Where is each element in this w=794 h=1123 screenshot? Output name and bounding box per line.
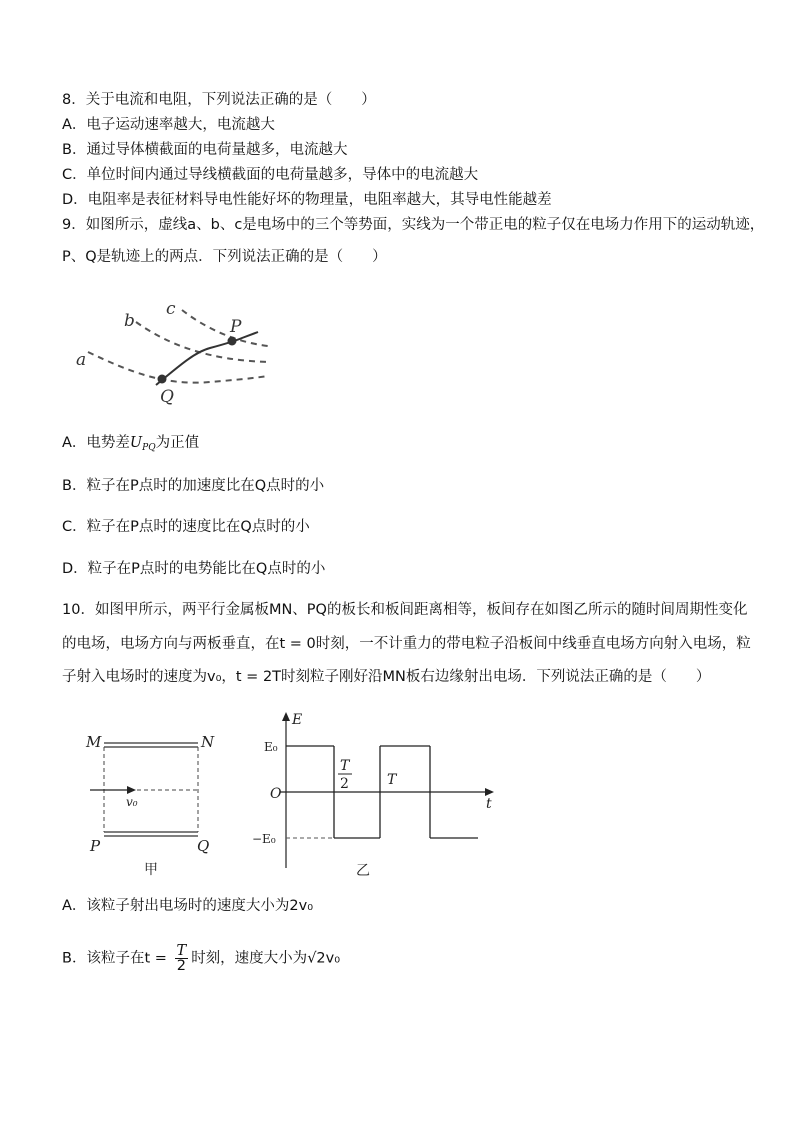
q10-stem-line2: 的电场，电场方向与两板垂直，在t = 0时刻，一不计重力的带电粒子沿板间中线垂直电场方向射入电场，粒	[62, 636, 751, 652]
label-c: c	[166, 299, 176, 319]
q8-stem: 8．关于电流和电阻，下列说法正确的是（ ）	[62, 92, 376, 108]
q9-stem-line1: 9．如图所示，虚线a、b、c是电场中的三个等势面，实线为一个带正电的粒子仅在电场力作用下的运动轨迹，	[62, 217, 765, 233]
label-neg-e0: −E₀	[252, 832, 276, 846]
label-n: N	[201, 733, 215, 751]
q8-option-b: B．通过导体横截面的电荷量越多，电流越大	[62, 142, 348, 158]
label-m: M	[86, 733, 102, 751]
label-e0: E₀	[264, 740, 278, 754]
q10-figure-yi	[250, 708, 500, 883]
q8-option-c: C．单位时间内通过导线横截面的电荷量越多，导体中的电流越大	[62, 167, 479, 183]
label-v0: v₀	[126, 795, 138, 809]
q9-option-a-pre: A．电势差	[62, 435, 130, 451]
q9-option-c: C．粒子在P点时的速度比在Q点时的小	[62, 519, 310, 535]
caption-yi: 乙	[356, 863, 370, 879]
t-axis-arrow	[485, 788, 494, 796]
equipotential-b	[136, 322, 268, 362]
q10-option-b-frac-den: 2	[176, 958, 186, 974]
label-origin: O	[270, 786, 282, 802]
q10-stem-line3: 子射入电场时的速度为v₀，t = 2T时刻粒子刚好沿MN板右边缘射出电场．下列说法正确的是（ ）	[62, 669, 711, 685]
q10-option-b-fraction	[175, 944, 189, 973]
label-b: b	[124, 311, 135, 331]
q10-option-b-frac-num: T	[176, 943, 187, 959]
q9-option-a-post: 为正值	[155, 435, 200, 451]
tick-t: T	[387, 772, 397, 788]
label-p: P	[230, 317, 242, 337]
q9-option-a-sub: PQ	[142, 443, 156, 453]
label-q: Q	[197, 837, 210, 855]
label-e-axis: E	[292, 712, 303, 728]
point-p	[228, 337, 237, 346]
caption-jia: 甲	[144, 862, 158, 878]
q9-equipotential-figure	[70, 290, 280, 410]
q8-option-d: D．电阻率是表征材料导电性能好坏的物理量，电阻率越大，其导电性能越差	[62, 192, 552, 208]
q9-option-b: B．粒子在P点时的加速度比在Q点时的小	[62, 478, 325, 494]
q10-option-b-pre: B．该粒子在t =	[62, 950, 172, 967]
point-q	[158, 375, 167, 384]
q9-stem-line2: P、Q是轨迹上的两点．下列说法正确的是（ ）	[62, 249, 387, 265]
label-q: Q	[160, 387, 174, 407]
e-axis-arrow	[282, 712, 290, 721]
q9-option-d: D．粒子在P点时的电势能比在Q点时的小	[62, 561, 326, 577]
label-a: a	[76, 350, 87, 370]
q9-option-a	[62, 433, 199, 458]
q8-option-a: A．电子运动速率越大，电流越大	[62, 117, 275, 133]
q10-option-b-mid: 时刻，速度大小为	[191, 950, 308, 967]
q10-stem-line1: 10．如图甲所示，两平行金属板MN、PQ的板长和板间距离相等，板间存在如图乙所示的随时间周期性变化	[62, 602, 748, 618]
tick-t-half-num: T	[340, 758, 350, 774]
q10-figure-jia	[82, 728, 222, 883]
tick-t-half-den: 2	[340, 776, 349, 792]
q10-option-a: A．该粒子射出电场时的速度大小为2v₀	[62, 898, 314, 914]
q9-option-a-var: U	[129, 435, 143, 451]
q10-option-b-val: √2v₀	[307, 950, 341, 967]
equipotential-c	[182, 310, 268, 346]
label-p: P	[90, 837, 101, 855]
velocity-arrowhead	[127, 786, 136, 794]
q10-option-b	[62, 944, 340, 978]
label-t-axis: t	[486, 796, 492, 812]
